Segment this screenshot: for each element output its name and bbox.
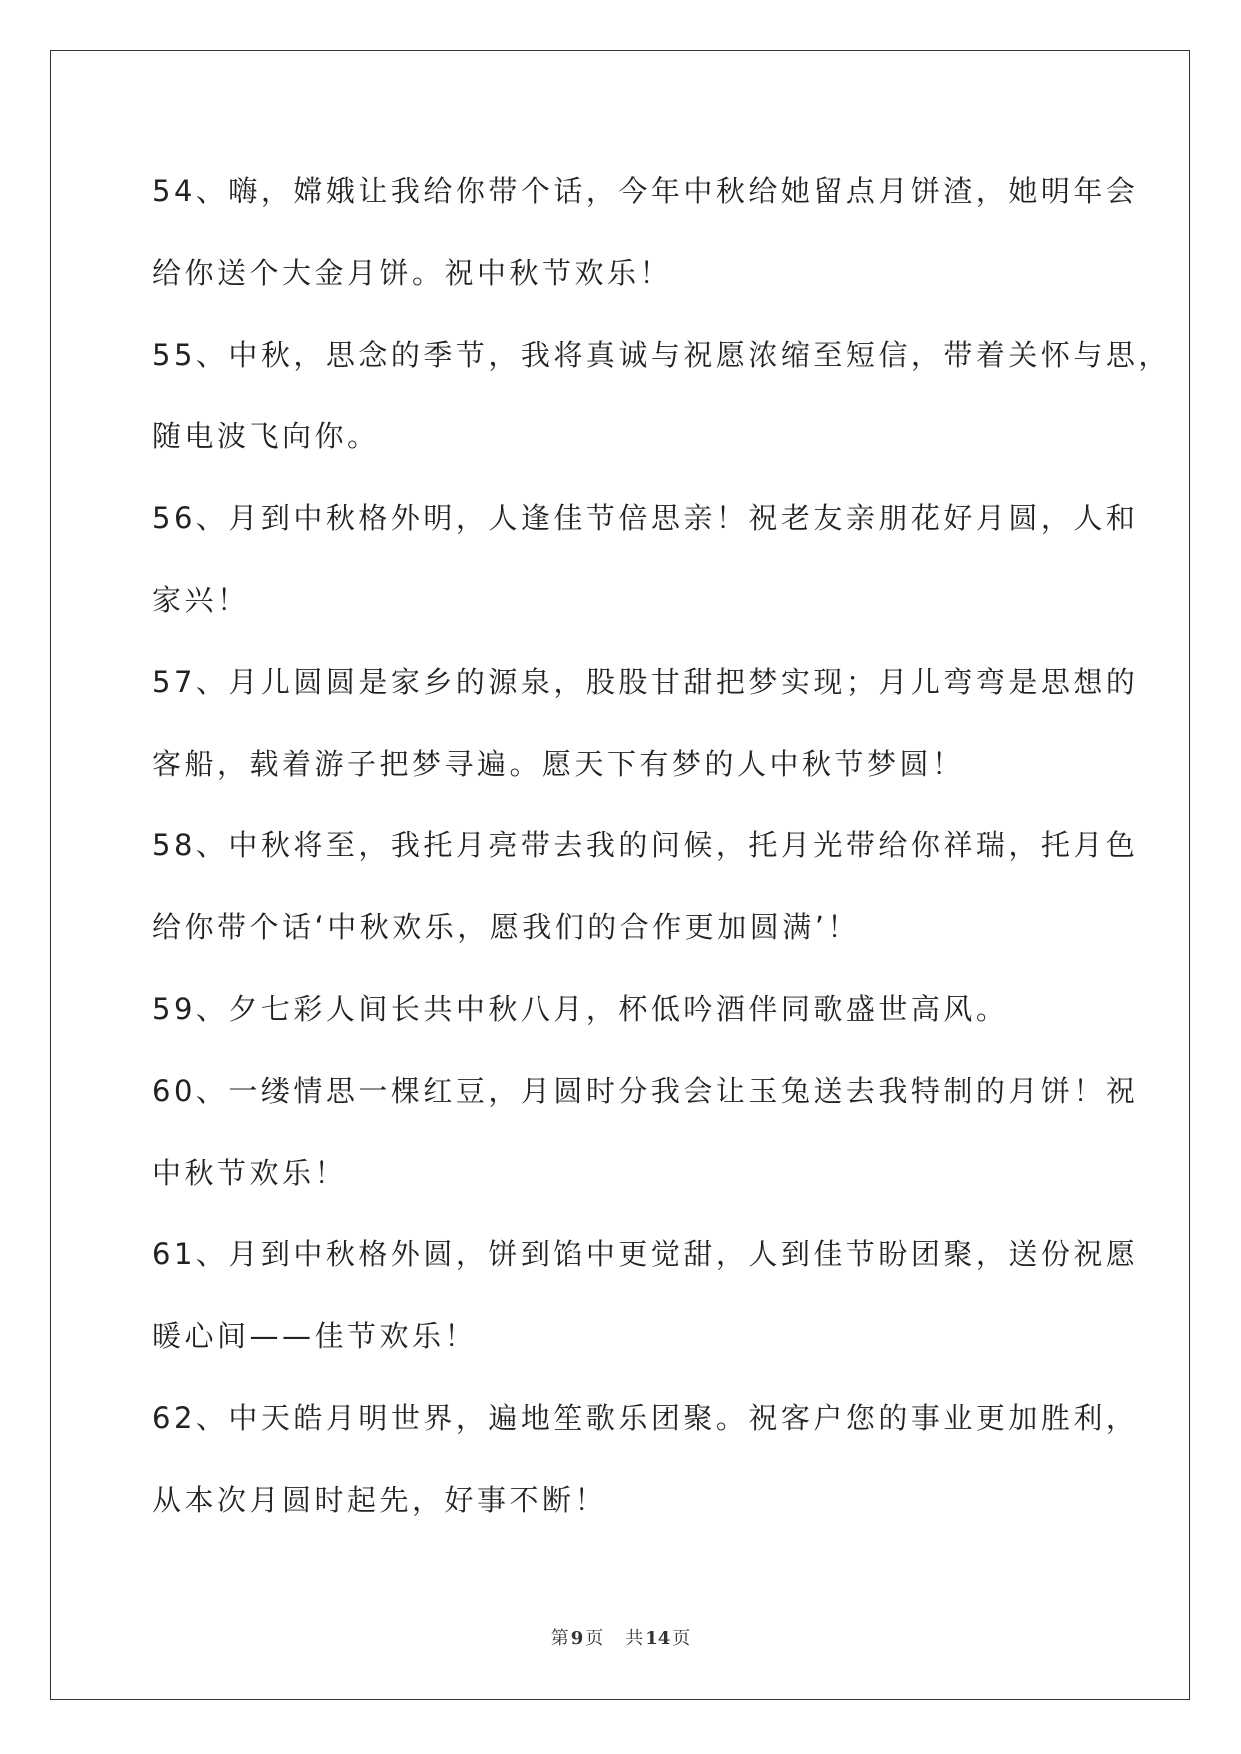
page-suffix: 页 xyxy=(585,1628,604,1649)
page-prefix: 第 xyxy=(550,1628,569,1649)
text-line: 给你送个大金月饼。祝中秋节欢乐！ xyxy=(152,255,673,290)
text-line: 中秋节欢乐！ xyxy=(152,1155,348,1190)
current-page-number: 9 xyxy=(570,1628,584,1649)
text-line: 55、中秋，思念的季节，我将真诚与祝愿浓缩至短信，带着关怀与思， xyxy=(152,337,1171,372)
total-suffix: 页 xyxy=(672,1628,691,1649)
document-body xyxy=(152,158,1171,1549)
text-line: 54、嗨，嫦娥让我给你带个话，今年中秋给她留点月饼渣，她明年会 xyxy=(152,174,1139,208)
text-line: 从本次月圆时起先，好事不断！ xyxy=(152,1482,608,1517)
text-line: 56、月到中秋格外明，人逢佳节倍思亲！祝老友亲朋花好月圆，人和 xyxy=(152,501,1139,536)
text-line: 61、月到中秋格外圆，饼到馅中更觉甜，人到佳节盼团聚，送份祝愿 xyxy=(152,1237,1139,1272)
total-pages-number: 14 xyxy=(645,1628,671,1649)
text-line: 62、中天皓月明世界，遍地笙歌乐团聚。祝客户您的事业更加胜利， xyxy=(152,1400,1139,1435)
text-line: 给你带个话‘中秋欢乐，愿我们的合作更加圆满’！ xyxy=(152,910,860,945)
total-prefix: 共 xyxy=(625,1628,644,1649)
text-line: 暖心间——佳节欢乐！ xyxy=(152,1319,478,1354)
text-line: 59、夕七彩人间长共中秋八月，杯低吟酒伴同歌盛世高风。 xyxy=(152,991,1009,1026)
text-line: 客船，载着游子把梦寻遍。愿天下有梦的人中秋节梦圆！ xyxy=(152,746,965,781)
page-footer xyxy=(0,1624,1241,1650)
text-line: 57、月儿圆圆是家乡的源泉，股股甘甜把梦实现；月儿弯弯是思想的 xyxy=(152,664,1139,699)
text-line: 60、一缕情思一棵红豆，月圆时分我会让玉兔送去我特制的月饼！祝 xyxy=(152,1073,1139,1108)
text-line: 随电波飞向你。 xyxy=(152,419,380,454)
text-line: 家兴！ xyxy=(152,582,250,617)
text-line: 58、中秋将至，我托月亮带去我的问候，托月光带给你祥瑞，托月色 xyxy=(152,828,1139,863)
